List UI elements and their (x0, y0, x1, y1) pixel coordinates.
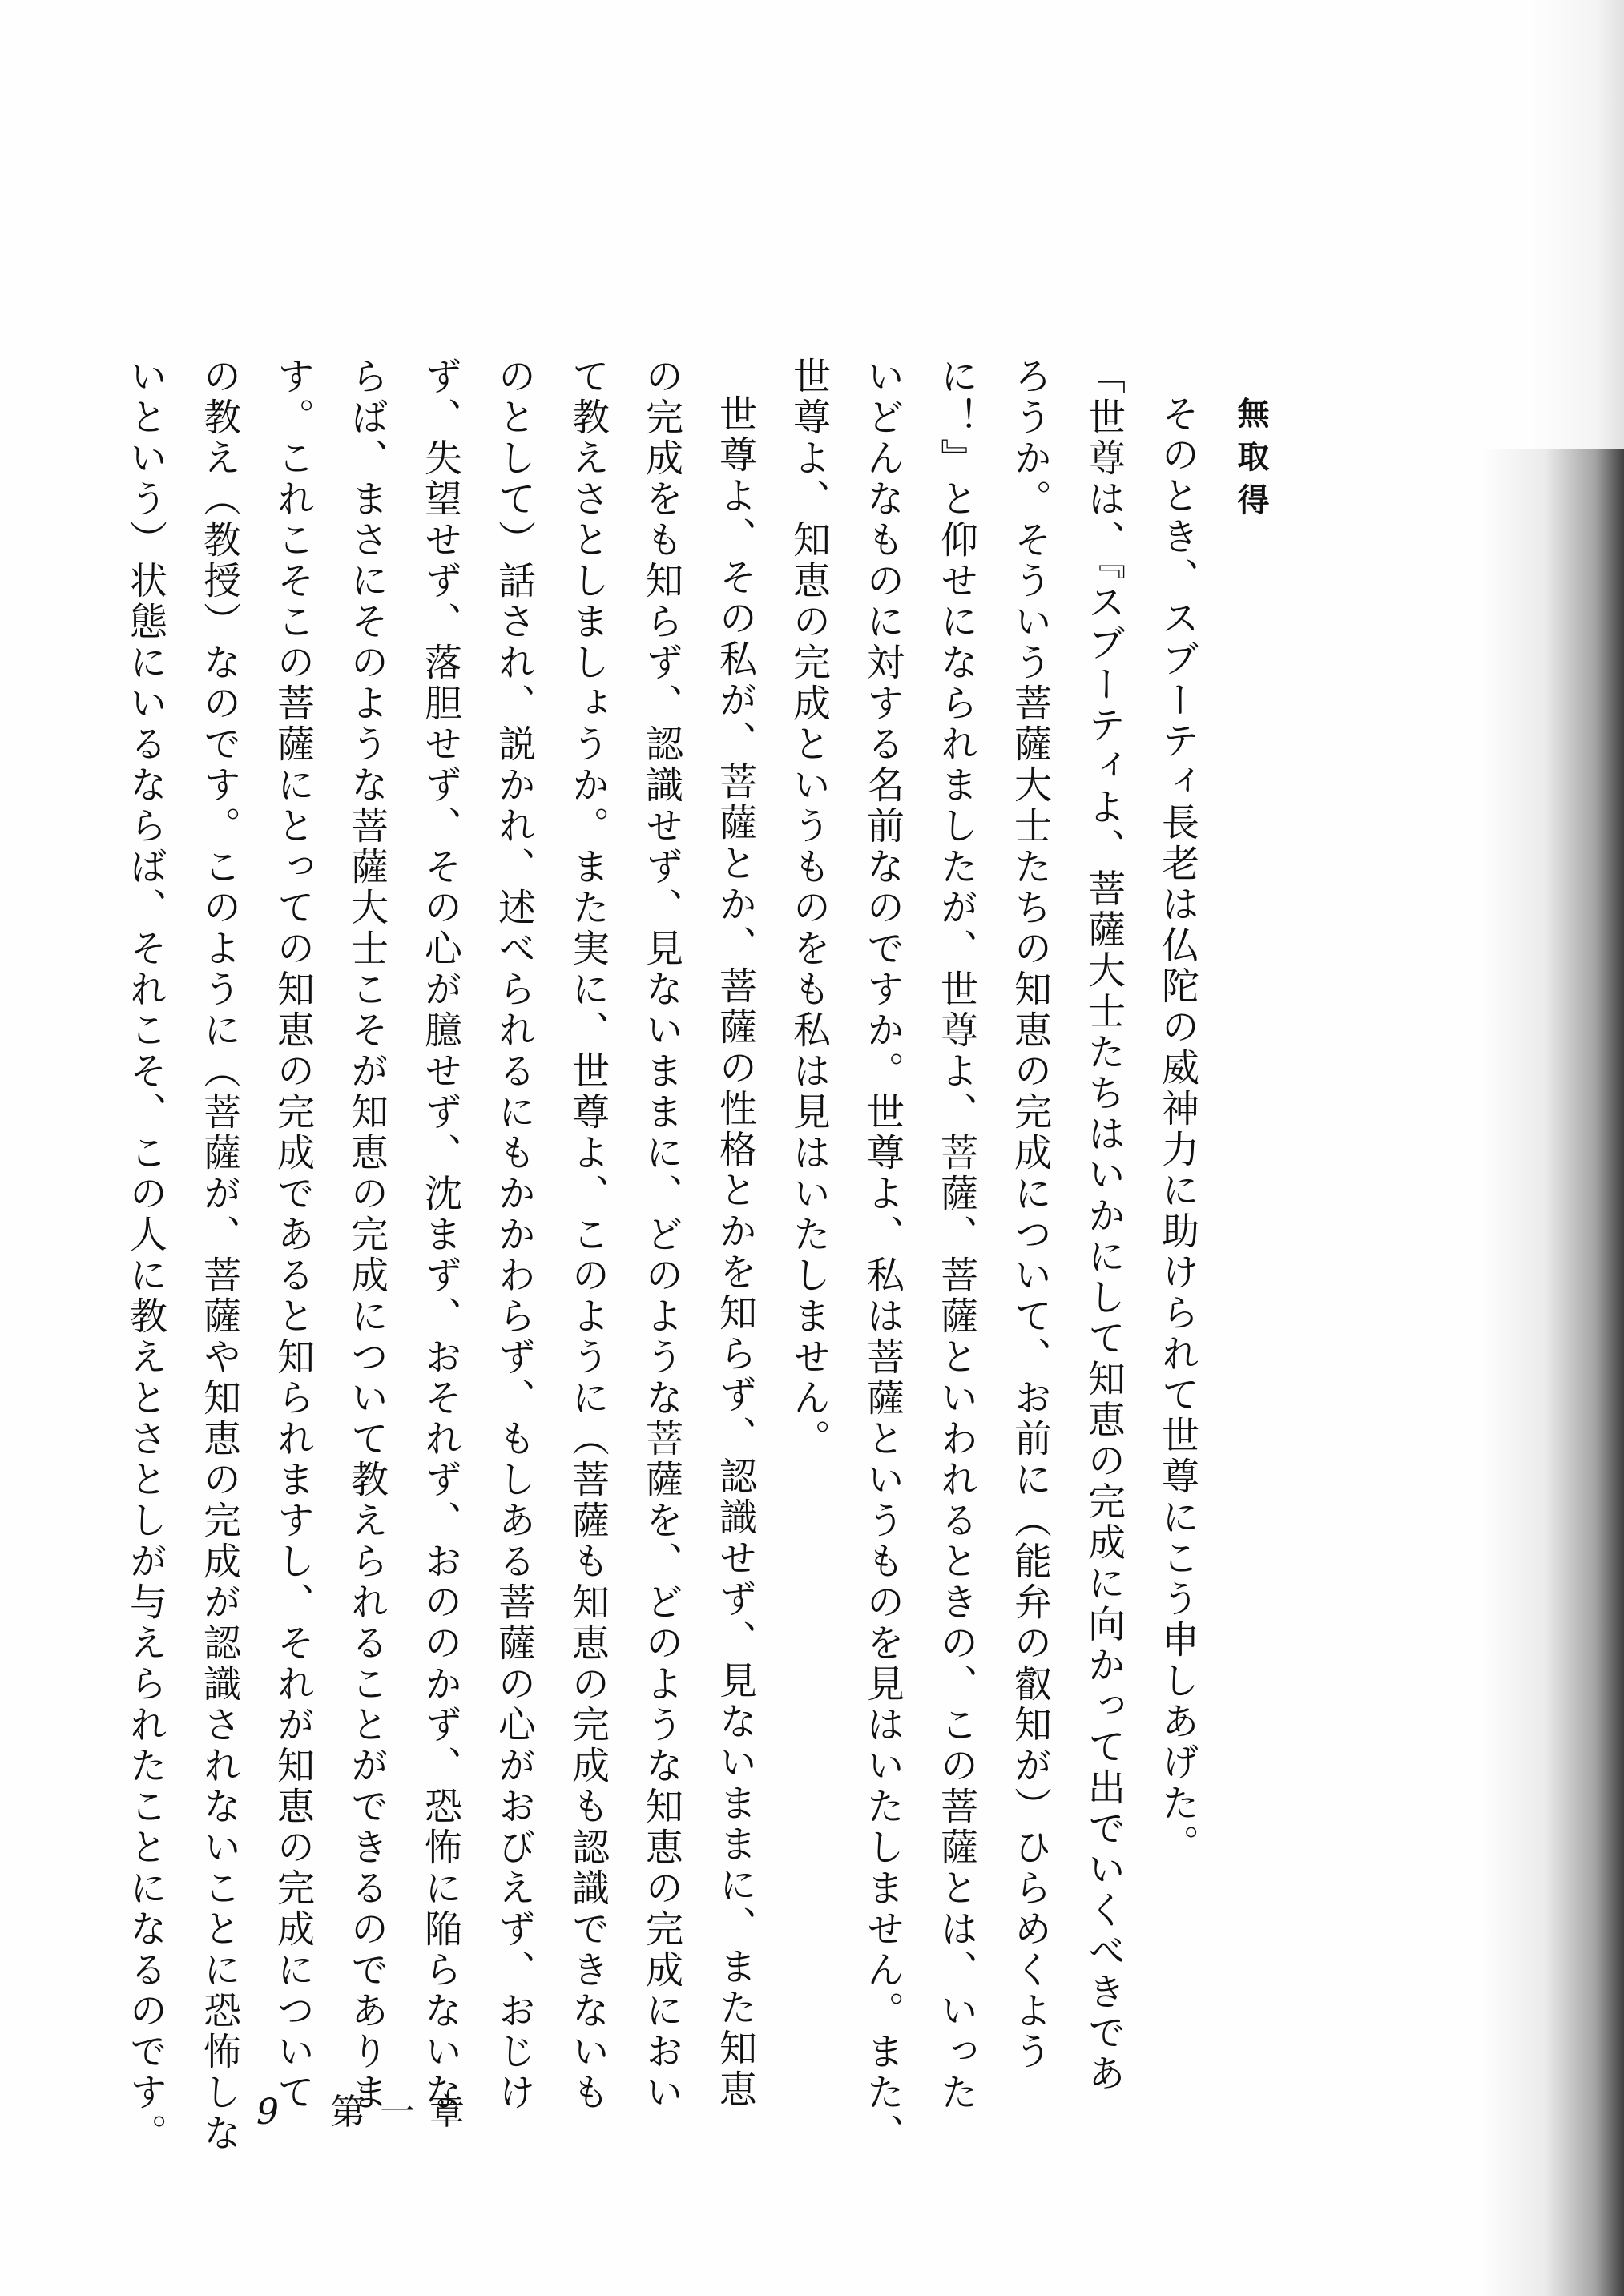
text-line: の教え（教授）なのです。このように（菩薩が、菩薩や知恵の完成が認識されないことに恐怖しな (197, 356, 241, 2154)
text-line: の完成をも知らず、認識せず、見ないままに、どのような菩薩を、どのような知恵の完成におい (639, 356, 683, 2113)
page-footer (256, 2083, 479, 2134)
text-line: そのとき、スブーティ長老は仏陀の威神力に助けられて世尊にこう申しあげた。 (1155, 394, 1199, 1865)
text-line: らば、まさにそのような菩薩大士こそが知恵の完成について教えられることができるのでありま (345, 356, 389, 2113)
text-line: す。これこそこの菩薩にとっての知恵の完成であると知られますし、それが知恵の完成について (271, 356, 315, 2113)
text-line: に！』と仰せになられましたが、世尊よ、菩薩、菩薩といわれるときの、この菩薩とは、いった (934, 356, 978, 2113)
chapter-title: 第一章 (330, 2092, 479, 2133)
text-line: 世尊よ、知恵の完成というものをも私は見はいたしません。 (787, 356, 831, 1460)
text-line: 世尊よ、その私が、菩薩とか、菩薩の性格とかを知らず、認識せず、見ないままに、また知恵 (713, 394, 757, 2110)
page-number: 9 (256, 2092, 279, 2133)
text-line: 「世尊は、『スブーティよ、菩薩大士たちはいかにして知恵の完成に向かって出でいくべきであ (1082, 356, 1126, 2095)
scan-edge-shadow-top (1528, 0, 1624, 449)
text-line: て教えさとしましょうか。また実に、世尊よ、このように（菩薩も知恵の完成も認識できないも (566, 356, 610, 2113)
scan-edge-shadow (1480, 449, 1624, 2296)
text-line: いという）状態にいるならば、それこそ、この人に教えとさとしが与えられたことになるのです。 (123, 356, 167, 2154)
text-line: ず、失望せず、落胆せず、その心が臆せず、沈まず、おそれず、おののかず、恐怖に陥らないな (418, 356, 462, 2113)
section-heading: 無取得 (1232, 397, 1269, 526)
text-line: ろうか。そういう菩薩大士たちの知恵の完成について、お前に（能弁の叡知が）ひらめくよう (1008, 356, 1052, 2072)
text-line: のとして）話され、説かれ、述べられるにもかかわらず、もしある菩薩の心がおびえず、おじけ (492, 356, 536, 2113)
text-line: いどんなものに対する名前なのですか。世尊よ、私は菩薩というものを見はいたしません。また、 (860, 356, 905, 2154)
